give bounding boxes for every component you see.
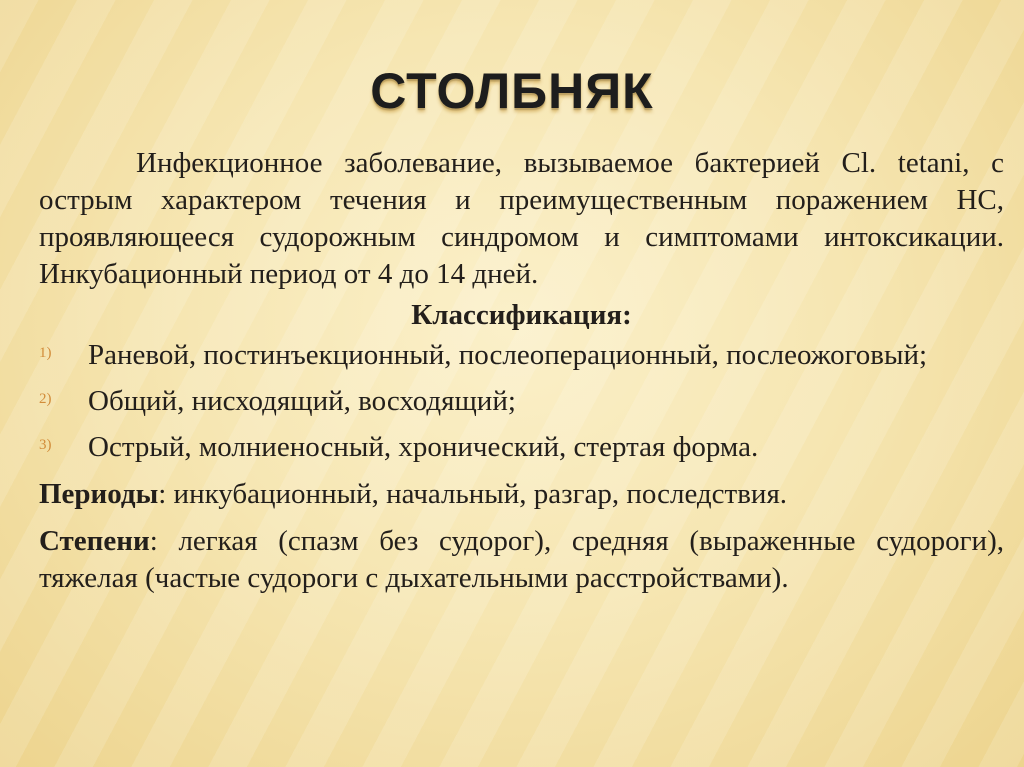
list-item-text: Острый, молниеносный, хронический, стертая форма. bbox=[88, 431, 759, 463]
slide-title: СТОЛБНЯК bbox=[370, 62, 654, 119]
degrees-text: : легкая (спазм без судорог), средняя (выраженные судороги), тяжелая (частые судороги с дыхательными расстройствами). bbox=[39, 525, 1004, 594]
list-item-text: Общий, нисходящий, восходящий; bbox=[88, 385, 516, 417]
list-item bbox=[39, 337, 1004, 374]
slide-content bbox=[39, 145, 1004, 597]
periods-row bbox=[39, 476, 1004, 513]
list-marker: 2) bbox=[39, 391, 52, 407]
list-item bbox=[39, 429, 1004, 466]
list-marker: 1) bbox=[39, 345, 52, 361]
classification-heading: Классификация: bbox=[411, 299, 632, 331]
list-item bbox=[39, 383, 1004, 420]
intro-paragraph: Инфекционное заболевание, вызываемое бактерией Cl. tetani, с острым характером течения и преимущественным поражением НС, проявляющееся судорожным синдромом и симптомами интоксикации. Инкубационный период от 4 до 14 дней. bbox=[39, 147, 1004, 290]
degrees-label: Степени bbox=[39, 525, 150, 557]
periods-text: : инкубационный, начальный, разгар, последствия. bbox=[158, 478, 788, 510]
classification-list bbox=[39, 337, 1004, 466]
degrees-row bbox=[39, 523, 1004, 597]
list-marker: 3) bbox=[39, 437, 52, 453]
list-item-text: Раневой, постинъекционный, послеоперационный, послеожоговый; bbox=[88, 339, 928, 371]
periods-label: Периоды bbox=[39, 478, 159, 510]
